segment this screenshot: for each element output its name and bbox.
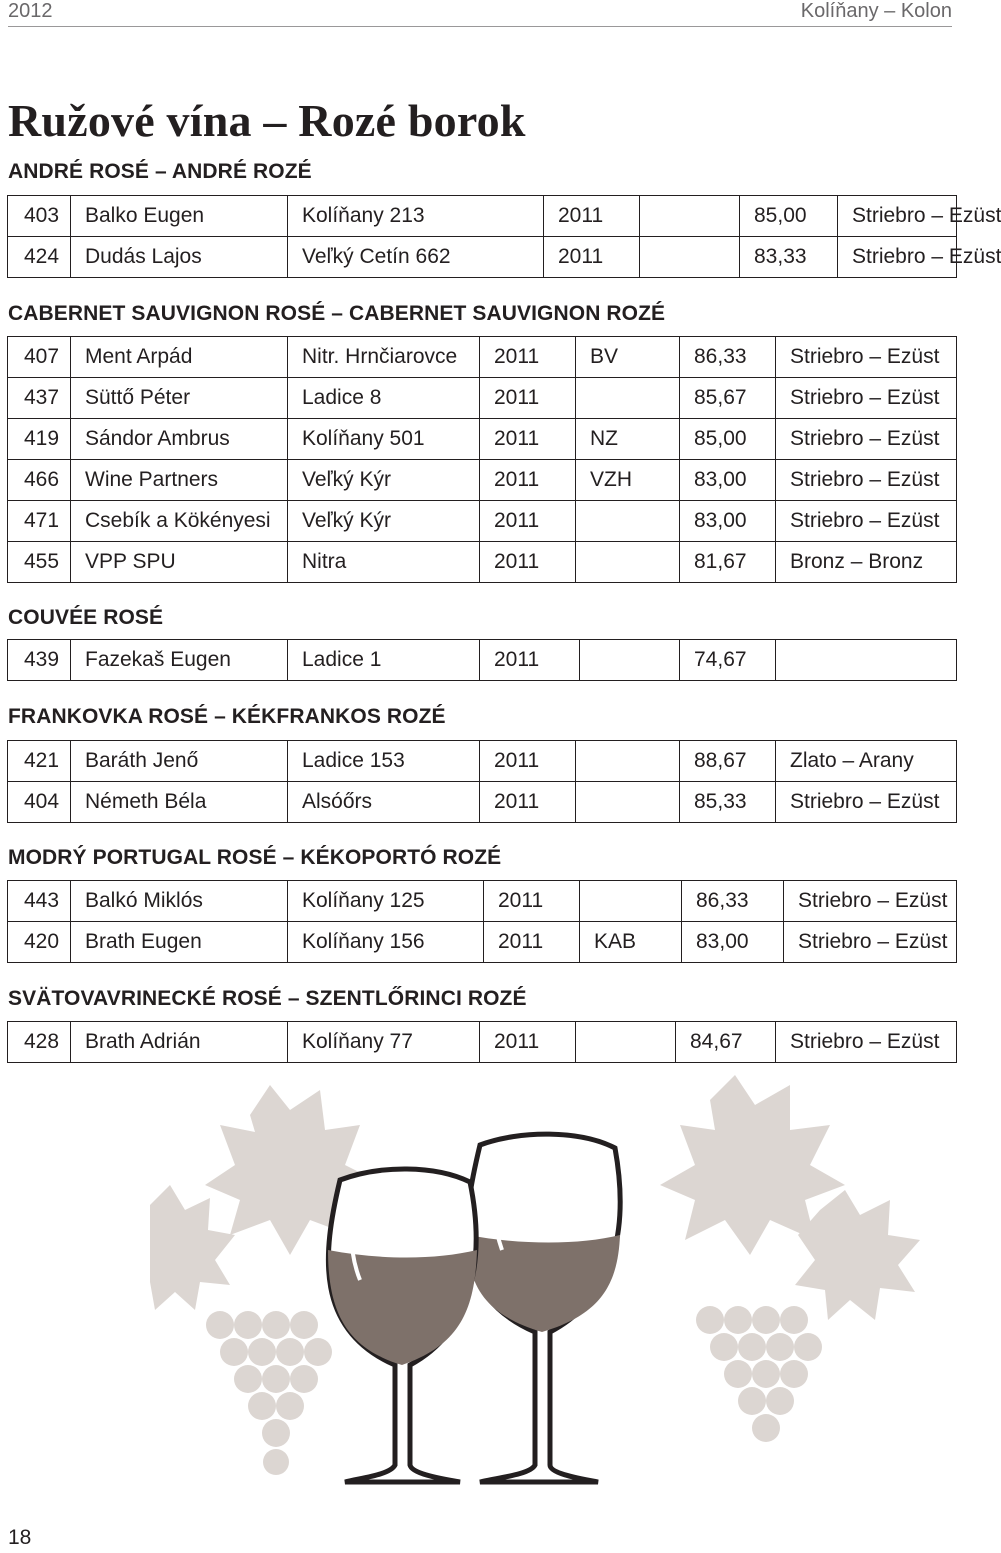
- note: [640, 237, 740, 278]
- table-row: [8, 1022, 957, 1063]
- vintage: 2011: [480, 741, 576, 782]
- note: [580, 881, 682, 922]
- score: 83,00: [680, 501, 776, 542]
- producer-address: Ladice 1: [288, 640, 480, 681]
- wine-glasses-and-grapes-illustration: [150, 1070, 930, 1490]
- entry-number: 466: [8, 460, 71, 501]
- entry-number: 419: [8, 419, 71, 460]
- section-title: COUVÉE ROSÉ: [8, 606, 164, 629]
- table-row: [8, 640, 957, 681]
- medal: Striebro – Ezüst: [776, 419, 957, 460]
- producer-name: Ment Arpád: [71, 337, 288, 378]
- section-title: SVÄTOVAVRINECKÉ ROSÉ – SZENTLŐRINCI ROZÉ: [8, 987, 527, 1010]
- score: 81,67: [680, 542, 776, 583]
- grape-cluster-icon: [696, 1306, 822, 1442]
- producer-name: Brath Adrián: [71, 1022, 288, 1063]
- producer-address: Kolíňany 125: [288, 881, 484, 922]
- producer-name: Süttő Péter: [71, 378, 288, 419]
- entry-number: 403: [8, 196, 71, 237]
- table-row: [8, 419, 957, 460]
- entry-number: 439: [8, 640, 71, 681]
- entry-number: 443: [8, 881, 71, 922]
- note: [640, 196, 740, 237]
- note: [576, 1022, 676, 1063]
- producer-name: Balko Eugen: [71, 196, 288, 237]
- note: [576, 741, 680, 782]
- score: 74,67: [680, 640, 776, 681]
- producer-name: VPP SPU: [71, 542, 288, 583]
- medal: Striebro – Ezüst: [784, 922, 957, 963]
- vintage: 2011: [480, 501, 576, 542]
- vintage: 2011: [480, 542, 576, 583]
- vintage: 2011: [544, 196, 640, 237]
- medal: [776, 640, 957, 681]
- table-row: [8, 782, 957, 823]
- producer-address: Alsóőrs: [288, 782, 480, 823]
- medal: Striebro – Ezüst: [838, 196, 957, 237]
- score: 83,33: [740, 237, 838, 278]
- producer-name: Németh Béla: [71, 782, 288, 823]
- producer-address: Ladice 8: [288, 378, 480, 419]
- entry-number: 428: [8, 1022, 71, 1063]
- score: 86,33: [682, 881, 784, 922]
- producer-name: Csebík a Kökényesi: [71, 501, 288, 542]
- table-row: [8, 237, 957, 278]
- results-table: [7, 336, 957, 583]
- producer-address: Veľký Kýr: [288, 460, 480, 501]
- score: 85,00: [680, 419, 776, 460]
- vintage: 2011: [484, 881, 580, 922]
- producer-name: Dudás Lajos: [71, 237, 288, 278]
- entry-number: 424: [8, 237, 71, 278]
- table-row: [8, 460, 957, 501]
- note: NZ: [576, 419, 680, 460]
- score: 84,67: [676, 1022, 776, 1063]
- entry-number: 404: [8, 782, 71, 823]
- entry-number: 455: [8, 542, 71, 583]
- producer-name: Wine Partners: [71, 460, 288, 501]
- medal: Striebro – Ezüst: [784, 881, 957, 922]
- table-row: [8, 378, 957, 419]
- medal: Zlato – Arany: [776, 741, 957, 782]
- results-table: [7, 1021, 957, 1063]
- vintage: 2011: [480, 1022, 576, 1063]
- score: 83,00: [682, 922, 784, 963]
- note: [576, 782, 680, 823]
- medal: Striebro – Ezüst: [776, 1022, 957, 1063]
- vintage: 2011: [480, 460, 576, 501]
- vintage: 2011: [480, 782, 576, 823]
- vintage: 2011: [480, 640, 580, 681]
- score: 83,00: [680, 460, 776, 501]
- wine-glass-icon: [467, 1134, 620, 1482]
- page-header: [8, 0, 952, 24]
- producer-name: Sándor Ambrus: [71, 419, 288, 460]
- medal: Striebro – Ezüst: [838, 237, 957, 278]
- note: BV: [576, 337, 680, 378]
- producer-address: Ladice 153: [288, 741, 480, 782]
- score: 85,67: [680, 378, 776, 419]
- producer-address: Nitra: [288, 542, 480, 583]
- table-row: [8, 337, 957, 378]
- section-title: CABERNET SAUVIGNON ROSÉ – CABERNET SAUVIGNON ROZÉ: [8, 302, 666, 325]
- note: [580, 640, 680, 681]
- producer-address: Kolíňany 156: [288, 922, 484, 963]
- section-title: ANDRÉ ROSÉ – ANDRÉ ROZÉ: [8, 160, 312, 183]
- note: [576, 542, 680, 583]
- medal: Striebro – Ezüst: [776, 337, 957, 378]
- table-row: [8, 501, 957, 542]
- header-running-title: Kolíňany – Kolon: [800, 0, 952, 22]
- note: [576, 501, 680, 542]
- section-title: MODRÝ PORTUGAL ROSÉ – KÉKOPORTÓ ROZÉ: [8, 846, 502, 869]
- score: 85,33: [680, 782, 776, 823]
- producer-address: Veľký Kýr: [288, 501, 480, 542]
- producer-name: Fazekaš Eugen: [71, 640, 288, 681]
- medal: Striebro – Ezüst: [776, 501, 957, 542]
- vintage: 2011: [544, 237, 640, 278]
- table-row: [8, 542, 957, 583]
- note: VZH: [576, 460, 680, 501]
- table-row: [8, 741, 957, 782]
- results-table: [7, 740, 957, 823]
- results-table: [7, 639, 957, 681]
- entry-number: 420: [8, 922, 71, 963]
- producer-address: Nitr. Hrnčiarovce: [288, 337, 480, 378]
- medal: Bronz – Bronz: [776, 542, 957, 583]
- note: KAB: [580, 922, 682, 963]
- vintage: 2011: [480, 337, 576, 378]
- producer-address: Kolíňany 77: [288, 1022, 480, 1063]
- entry-number: 471: [8, 501, 71, 542]
- producer-address: Kolíňany 213: [288, 196, 544, 237]
- table-row: [8, 881, 957, 922]
- producer-name: Balkó Miklós: [71, 881, 288, 922]
- table-row: [8, 922, 957, 963]
- entry-number: 407: [8, 337, 71, 378]
- wine-glass-icon: [328, 1169, 477, 1482]
- producer-name: Brath Eugen: [71, 922, 288, 963]
- results-table: [7, 880, 957, 963]
- entry-number: 437: [8, 378, 71, 419]
- page-number: 18: [8, 1526, 32, 1549]
- producer-address: Kolíňany 501: [288, 419, 480, 460]
- vintage: 2011: [484, 922, 580, 963]
- score: 88,67: [680, 741, 776, 782]
- table-row: [8, 196, 957, 237]
- header-rule: [8, 26, 952, 27]
- producer-name: Baráth Jenő: [71, 741, 288, 782]
- entry-number: 421: [8, 741, 71, 782]
- vintage: 2011: [480, 378, 576, 419]
- header-year: 2012: [8, 0, 53, 22]
- results-table: [7, 195, 1001, 278]
- grape-cluster-icon: [206, 1311, 332, 1475]
- section-title: FRANKOVKA ROSÉ – KÉKFRANKOS ROZÉ: [8, 705, 446, 728]
- page-title: Ružové vína – Rozé borok: [8, 95, 526, 146]
- vintage: 2011: [480, 419, 576, 460]
- medal: Striebro – Ezüst: [776, 378, 957, 419]
- medal: Striebro – Ezüst: [776, 460, 957, 501]
- producer-address: Veľký Cetín 662: [288, 237, 544, 278]
- medal: Striebro – Ezüst: [776, 782, 957, 823]
- note: [576, 378, 680, 419]
- score: 85,00: [740, 196, 838, 237]
- score: 86,33: [680, 337, 776, 378]
